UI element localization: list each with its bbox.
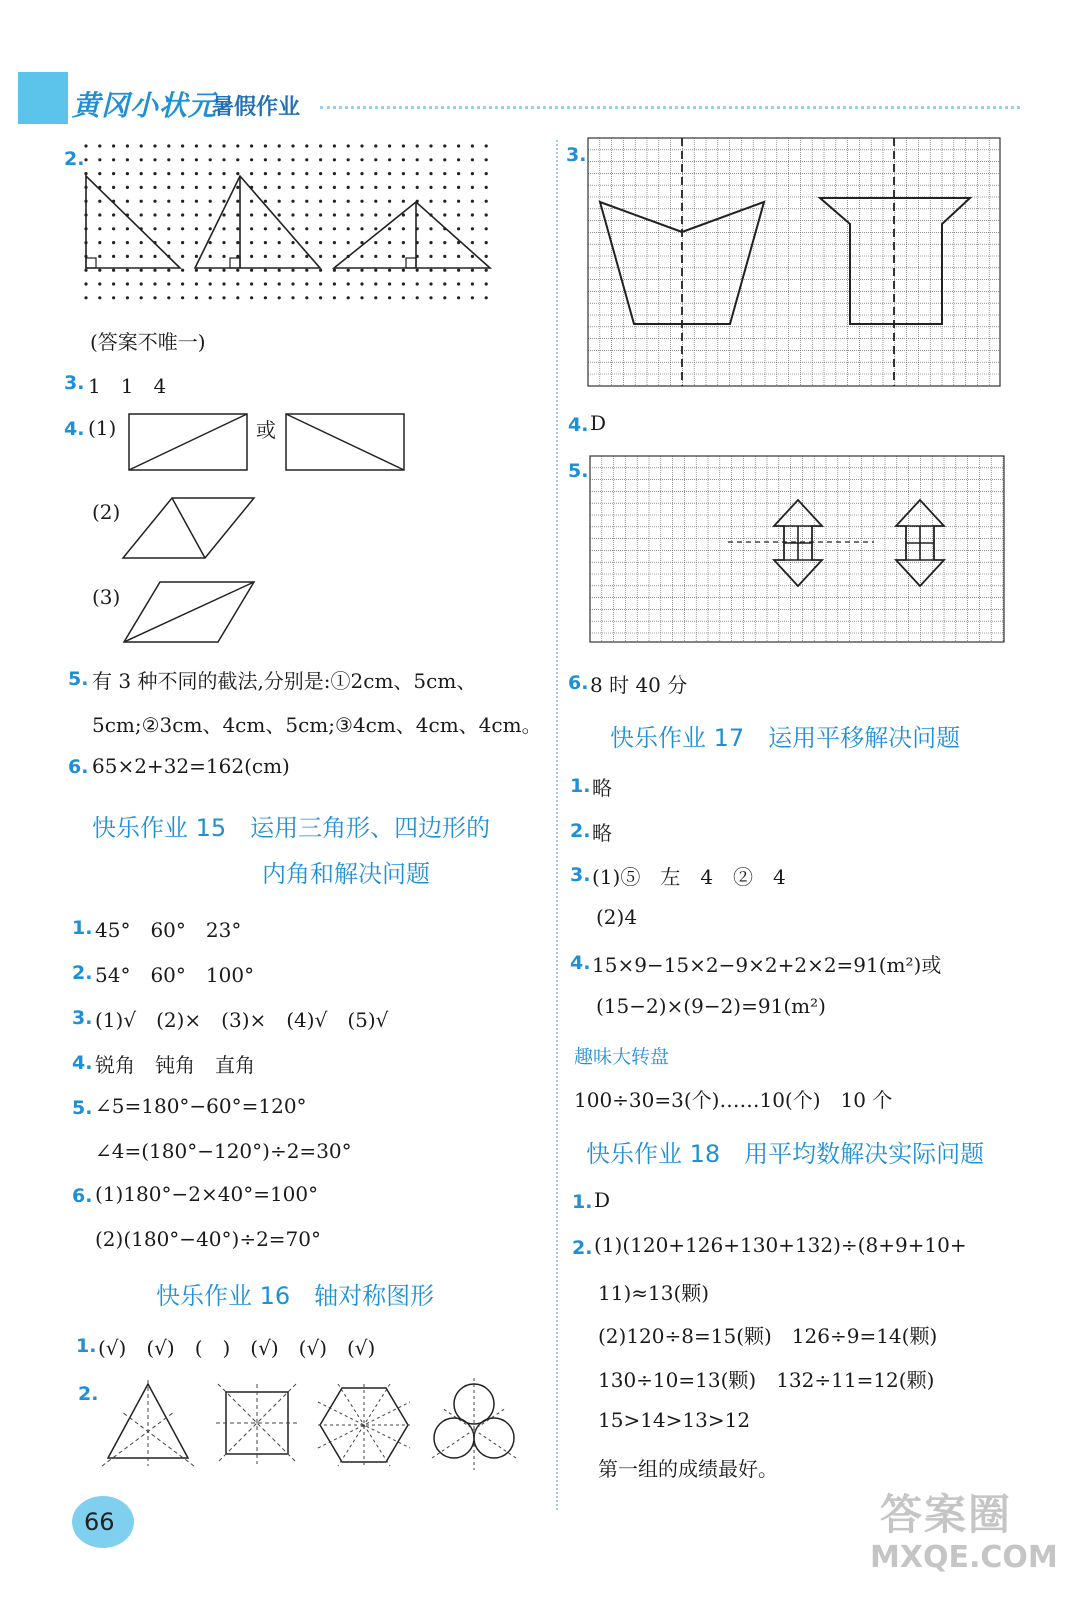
sub-label: (2): [92, 500, 121, 524]
question-number: 3.: [570, 864, 591, 886]
question-number: 2.: [78, 1383, 99, 1405]
rectangle-diagonal-figure-a: [128, 413, 248, 473]
fun-section-title: 趣味大转盘: [574, 1046, 670, 1068]
answer-text: (1)180°−2×40°=100°: [95, 1182, 319, 1206]
grid-translation-figure-5: [590, 456, 1008, 646]
rectangle-diagonal-figure-b: [285, 413, 405, 473]
answer-text: D: [590, 411, 607, 435]
answer-text: 65×2+32=162(cm): [92, 754, 290, 778]
answer-text: (15−2)×(9−2)=91(m²): [596, 994, 826, 1018]
question-number: 4.: [72, 1052, 93, 1074]
answer-text: 100÷30=3(个)……10(个) 10 个: [574, 1088, 893, 1112]
section-title: 快乐作业 17 运用平移解决问题: [610, 724, 961, 752]
question-number: 2.: [64, 148, 85, 170]
parallelogram-figure-2: [122, 496, 257, 561]
question-number: 3.: [566, 144, 587, 166]
answer-text: 8 时 40 分: [590, 673, 688, 697]
header-tab: [18, 72, 68, 124]
header-dotted-rule: [320, 106, 1020, 109]
question-number: 6.: [68, 756, 89, 778]
answer-text: (2)(180°−40°)÷2=70°: [95, 1227, 322, 1251]
answer-text: (1)√ (2)× (3)× (4)√ (5)√: [95, 1008, 389, 1032]
question-number: 1.: [76, 1335, 97, 1357]
answer-text: (1)(120+126+130+132)÷(8+9+10+: [594, 1233, 967, 1257]
section-title: 内角和解决问题: [262, 860, 430, 888]
answer-text: 45° 60° 23°: [95, 918, 242, 942]
answer-text: 略: [592, 776, 612, 800]
symmetry-square-figure: [216, 1384, 300, 1464]
watermark-logo: 答案圈: [880, 1490, 1013, 1539]
answer-text: 11)≈13(颗): [598, 1281, 710, 1305]
answer-text: 锐角 钝角 直角: [95, 1053, 255, 1077]
question-number: 1.: [572, 1191, 593, 1213]
answer-text: (2)4: [596, 905, 638, 929]
answer-text: 略: [592, 821, 612, 845]
answer-text: D: [594, 1188, 611, 1212]
watermark-url: MXQE.COM: [870, 1540, 1058, 1575]
column-divider: [556, 140, 558, 1510]
header-brand-logo: 黄冈小状元: [72, 89, 218, 122]
answer-text: (1)⑤ 左 4 ② 4: [592, 865, 786, 889]
question-number: 6.: [568, 672, 589, 694]
answer-text: 5cm;②3cm、4cm、5cm;③4cm、4cm、4cm。: [92, 713, 542, 737]
sub-label: (3): [92, 585, 121, 609]
answer-text: ∠5=180°−60°=120°: [95, 1094, 307, 1118]
question-number: 4.: [570, 952, 591, 974]
question-number: 3.: [72, 1007, 93, 1029]
section-title: 快乐作业 15 运用三角形、四边形的: [92, 814, 491, 842]
symmetry-triangle-figure: [102, 1380, 194, 1466]
answer-text: 15>14>13>12: [598, 1408, 751, 1432]
question-number: 4.: [568, 414, 589, 436]
answer-text: 有 3 种不同的截法,分别是:①2cm、5cm、: [92, 669, 477, 693]
section-title: 快乐作业 18 用平均数解决实际问题: [586, 1140, 985, 1168]
sub-label: (1): [88, 416, 117, 440]
answer-text: 15×9−15×2−9×2+2×2=91(m²)或: [592, 953, 942, 977]
question-number: 5.: [72, 1097, 93, 1119]
question-number: 5.: [68, 668, 89, 690]
grid-symmetry-figure-3: [588, 138, 1004, 390]
question-number: 1.: [72, 917, 93, 939]
answer-text: ∠4=(180°−120°)÷2=30°: [95, 1139, 352, 1163]
question-number: 2.: [570, 820, 591, 842]
or-text: 或: [256, 418, 276, 442]
symmetry-hexagon-figure: [318, 1384, 410, 1466]
answer-text: 1 1 4: [88, 374, 167, 398]
answer-text: 54° 60° 100°: [95, 963, 255, 987]
question-number: 4.: [64, 418, 85, 440]
answer-text: 第一组的成绩最好。: [598, 1457, 778, 1481]
question-number: 2.: [72, 962, 93, 984]
answer-text: 130÷10=13(颗) 132÷11=12(颗): [598, 1368, 935, 1392]
page-number: 66: [84, 1508, 115, 1536]
question-number: 5.: [568, 460, 589, 482]
header-subtitle: 暑假作业: [212, 95, 301, 120]
answer-text: (√) (√) ( ) (√) (√) (√): [98, 1336, 376, 1360]
dot-grid-triangles: [80, 138, 500, 308]
answer-note: (答案不唯一): [90, 330, 206, 354]
question-number: 2.: [572, 1237, 593, 1259]
question-number: 6.: [72, 1185, 93, 1207]
question-number: 1.: [570, 775, 591, 797]
symmetry-circles-figure: [426, 1378, 522, 1470]
section-title: 快乐作业 16 轴对称图形: [156, 1282, 435, 1310]
answer-text: (2)120÷8=15(颗) 126÷9=14(颗): [598, 1324, 938, 1348]
parallelogram-figure-3: [122, 580, 257, 645]
question-number: 3.: [64, 372, 85, 394]
